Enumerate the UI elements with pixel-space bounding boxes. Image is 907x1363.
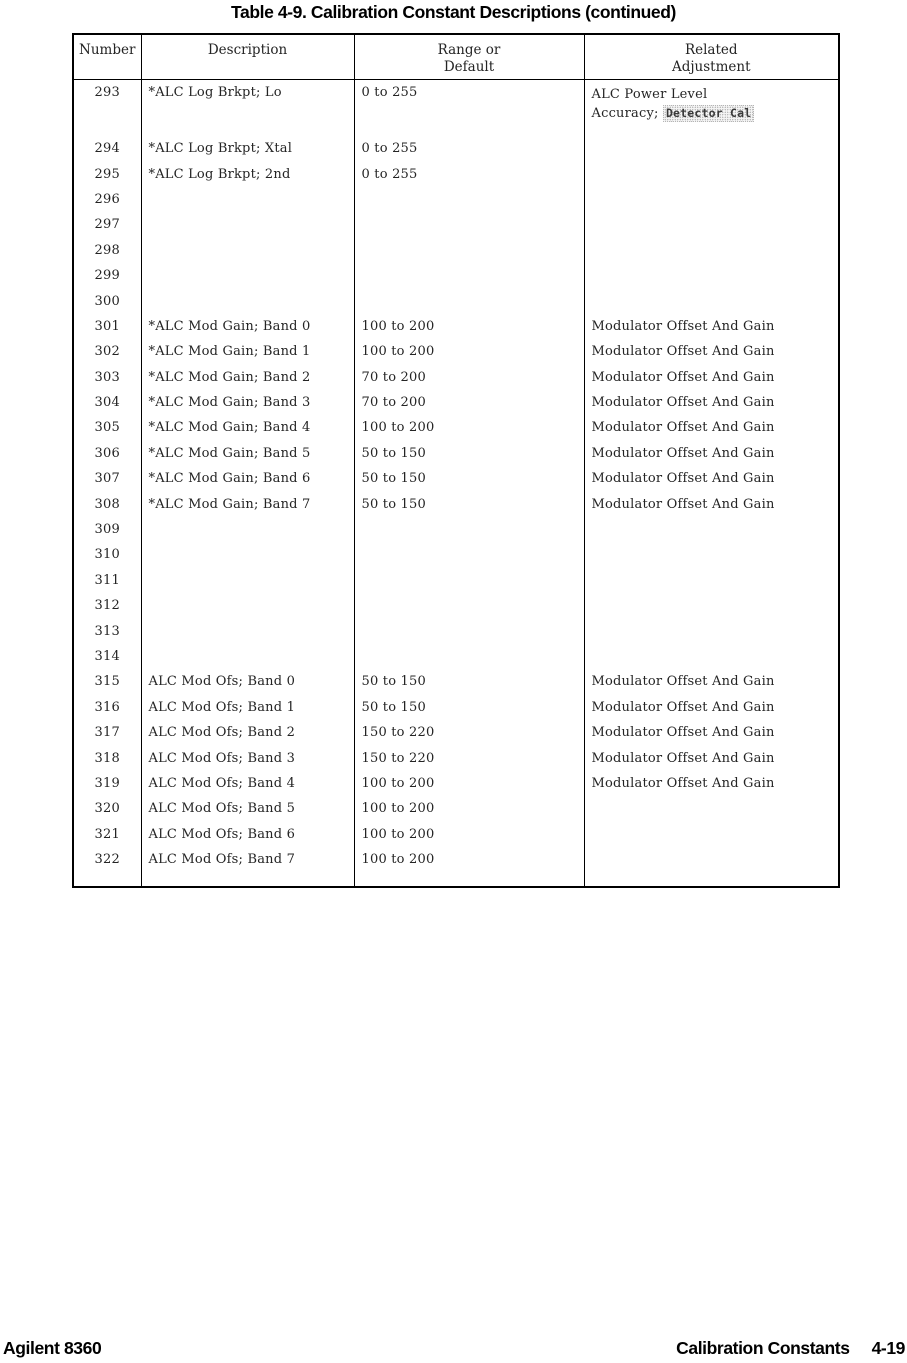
row-description — [141, 644, 354, 669]
row-range: 100 to 200 — [354, 415, 584, 440]
row-number: 297 — [94, 217, 120, 233]
row-description: *ALC Mod Gain; Band 1 — [141, 339, 354, 364]
table-row — [73, 644, 839, 669]
row-range: 0 to 255 — [354, 136, 584, 161]
col-header-range — [354, 34, 584, 80]
table-row — [73, 720, 839, 745]
row-range: 100 to 200 — [354, 796, 584, 821]
row-related: Modulator Offset And Gain — [584, 415, 839, 440]
row-related: Modulator Offset And Gain — [584, 466, 839, 491]
row-related: Modulator Offset And Gain — [584, 339, 839, 364]
page-footer — [0, 1338, 907, 1360]
table-row — [73, 771, 839, 796]
row-number: 312 — [94, 598, 120, 614]
col-header-line: Default — [443, 59, 495, 75]
table-row — [73, 263, 839, 288]
table-row — [73, 441, 839, 466]
row-description — [141, 238, 354, 263]
row-number: 308 — [94, 496, 120, 512]
table-header — [73, 34, 839, 80]
col-header-line: Description — [207, 42, 288, 58]
row-number: 303 — [94, 369, 120, 385]
row-related — [584, 618, 839, 643]
table-row — [73, 80, 839, 137]
table-row — [73, 238, 839, 263]
footer-chapter — [676, 1338, 905, 1359]
table-row — [73, 593, 839, 618]
row-related — [584, 80, 839, 137]
table-row — [73, 669, 839, 694]
row-description: *ALC Mod Gain; Band 0 — [141, 314, 354, 339]
row-description: *ALC Log Brkpt; Lo — [141, 80, 354, 137]
row-number: 311 — [94, 572, 120, 588]
row-number: 314 — [94, 649, 120, 664]
row-number: 318 — [94, 750, 120, 766]
table-row — [73, 390, 839, 415]
col-header-line: Adjustment — [671, 59, 751, 75]
table-row — [73, 568, 839, 593]
row-related — [584, 212, 839, 237]
table-row — [73, 187, 839, 212]
row-number: 321 — [94, 826, 120, 842]
table-row — [73, 415, 839, 440]
col-header-line: Range or — [437, 42, 501, 58]
row-number: 317 — [94, 725, 120, 741]
row-related: Modulator Offset And Gain — [584, 669, 839, 694]
row-description: *ALC Mod Gain; Band 2 — [141, 365, 354, 390]
table-row — [73, 314, 839, 339]
row-related — [584, 847, 839, 872]
row-range: 70 to 200 — [354, 390, 584, 415]
row-range: 50 to 150 — [354, 441, 584, 466]
table-row — [73, 517, 839, 542]
footer-page-number: 4-19 — [871, 1338, 905, 1358]
row-range: 50 to 150 — [354, 695, 584, 720]
row-range — [354, 212, 584, 237]
row-number: 319 — [94, 775, 120, 791]
row-description — [141, 542, 354, 567]
row-range — [354, 568, 584, 593]
table-row — [73, 847, 839, 872]
row-related: Modulator Offset And Gain — [584, 720, 839, 745]
row-number: 309 — [94, 522, 120, 538]
row-related: Modulator Offset And Gain — [584, 365, 839, 390]
row-range: 0 to 255 — [354, 161, 584, 186]
row-range: 100 to 200 — [354, 771, 584, 796]
row-description: ALC Mod Ofs; Band 6 — [141, 822, 354, 847]
row-related: Modulator Offset And Gain — [584, 314, 839, 339]
table-row — [73, 339, 839, 364]
row-description — [141, 517, 354, 542]
table-row — [73, 491, 839, 516]
softkey-label: Detector Cal — [663, 105, 754, 122]
row-related: Modulator Offset And Gain — [584, 745, 839, 770]
row-number: 310 — [94, 547, 120, 563]
row-related: Modulator Offset And Gain — [584, 771, 839, 796]
related-text: Accuracy; — [591, 106, 663, 121]
row-number: 307 — [94, 471, 120, 487]
row-description: ALC Mod Ofs; Band 3 — [141, 745, 354, 770]
row-range: 70 to 200 — [354, 365, 584, 390]
row-range: 100 to 200 — [354, 339, 584, 364]
row-description — [141, 288, 354, 313]
row-number: 298 — [94, 242, 120, 258]
spacer-cell — [141, 872, 354, 887]
row-related — [584, 644, 839, 669]
row-range: 100 to 200 — [354, 314, 584, 339]
row-related — [584, 161, 839, 186]
row-range: 100 to 200 — [354, 847, 584, 872]
row-description: *ALC Mod Gain; Band 6 — [141, 466, 354, 491]
spacer-cell — [584, 872, 839, 887]
row-related — [584, 822, 839, 847]
row-related: Modulator Offset And Gain — [584, 695, 839, 720]
row-number: 315 — [94, 674, 120, 690]
table-body — [73, 80, 839, 873]
row-number: 299 — [94, 268, 120, 284]
col-header-line: Number — [79, 42, 136, 58]
table-row — [73, 745, 839, 770]
row-number: 301 — [94, 318, 120, 334]
row-range — [354, 263, 584, 288]
row-range — [354, 517, 584, 542]
row-description — [141, 263, 354, 288]
row-description: ALC Mod Ofs; Band 0 — [141, 669, 354, 694]
row-description: ALC Mod Ofs; Band 7 — [141, 847, 354, 872]
row-number: 296 — [94, 191, 120, 207]
row-description — [141, 618, 354, 643]
header-row — [73, 34, 839, 80]
row-description: ALC Mod Ofs; Band 1 — [141, 695, 354, 720]
col-header-description — [141, 34, 354, 80]
table-row — [73, 822, 839, 847]
row-range: 50 to 150 — [354, 491, 584, 516]
table-row — [73, 695, 839, 720]
row-range: 100 to 200 — [354, 822, 584, 847]
row-related — [584, 542, 839, 567]
table-row — [73, 796, 839, 821]
related-text: ALC Power Level — [591, 87, 708, 102]
table-row — [73, 136, 839, 161]
row-range: 150 to 220 — [354, 745, 584, 770]
row-number: 300 — [94, 293, 120, 309]
row-number: 304 — [94, 395, 120, 411]
calibration-constants-table — [72, 33, 840, 888]
table-row — [73, 365, 839, 390]
related-line — [592, 85, 837, 104]
row-number: 294 — [94, 141, 120, 157]
related-line — [592, 104, 837, 123]
row-description: *ALC Log Brkpt; Xtal — [141, 136, 354, 161]
table-title: Table 4-9. Calibration Constant Descriptions (continued) — [231, 2, 676, 22]
row-description: ALC Mod Ofs; Band 2 — [141, 720, 354, 745]
row-description: *ALC Mod Gain; Band 3 — [141, 390, 354, 415]
row-related — [584, 568, 839, 593]
footer-model: Agilent 8360 — [3, 1338, 102, 1358]
row-range — [354, 288, 584, 313]
row-description: ALC Mod Ofs; Band 5 — [141, 796, 354, 821]
row-description: *ALC Log Brkpt; 2nd — [141, 161, 354, 186]
spacer-row — [73, 872, 839, 887]
spacer-cell — [354, 872, 584, 887]
row-range — [354, 542, 584, 567]
row-description — [141, 187, 354, 212]
table-row — [73, 212, 839, 237]
row-related — [584, 238, 839, 263]
col-header-number — [73, 34, 141, 80]
row-description — [141, 593, 354, 618]
col-header-line: Related — [684, 42, 738, 58]
row-range: 0 to 255 — [354, 80, 584, 137]
row-range: 150 to 220 — [354, 720, 584, 745]
row-related: Modulator Offset And Gain — [584, 491, 839, 516]
row-number: 313 — [94, 623, 120, 639]
row-related — [584, 187, 839, 212]
row-related — [584, 593, 839, 618]
row-related — [584, 796, 839, 821]
table-row — [73, 466, 839, 491]
row-related: Modulator Offset And Gain — [584, 441, 839, 466]
row-related — [584, 136, 839, 161]
row-description: *ALC Mod Gain; Band 4 — [141, 415, 354, 440]
row-number: 320 — [94, 801, 120, 817]
table-row — [73, 161, 839, 186]
row-number: 295 — [94, 166, 120, 182]
row-related — [584, 517, 839, 542]
col-header-related — [584, 34, 839, 80]
row-description — [141, 568, 354, 593]
footer-section-title: Calibration Constants — [676, 1338, 850, 1358]
table-row — [73, 618, 839, 643]
row-related: Modulator Offset And Gain — [584, 390, 839, 415]
table-row — [73, 288, 839, 313]
row-range — [354, 618, 584, 643]
spacer-cell — [73, 872, 141, 887]
row-number: 293 — [94, 85, 120, 100]
row-description: ALC Mod Ofs; Band 4 — [141, 771, 354, 796]
row-number: 302 — [94, 344, 120, 360]
row-related — [584, 263, 839, 288]
table-bottom-spacer — [73, 872, 839, 887]
row-number: 306 — [94, 445, 120, 461]
row-number: 322 — [94, 852, 120, 868]
row-description: *ALC Mod Gain; Band 5 — [141, 441, 354, 466]
row-range — [354, 644, 584, 669]
row-range — [354, 593, 584, 618]
row-description — [141, 212, 354, 237]
table-row — [73, 542, 839, 567]
row-related — [584, 288, 839, 313]
row-number: 316 — [94, 699, 120, 715]
row-range: 50 to 150 — [354, 466, 584, 491]
row-range — [354, 187, 584, 212]
row-description: *ALC Mod Gain; Band 7 — [141, 491, 354, 516]
row-number: 305 — [94, 420, 120, 436]
row-range: 50 to 150 — [354, 669, 584, 694]
row-range — [354, 238, 584, 263]
